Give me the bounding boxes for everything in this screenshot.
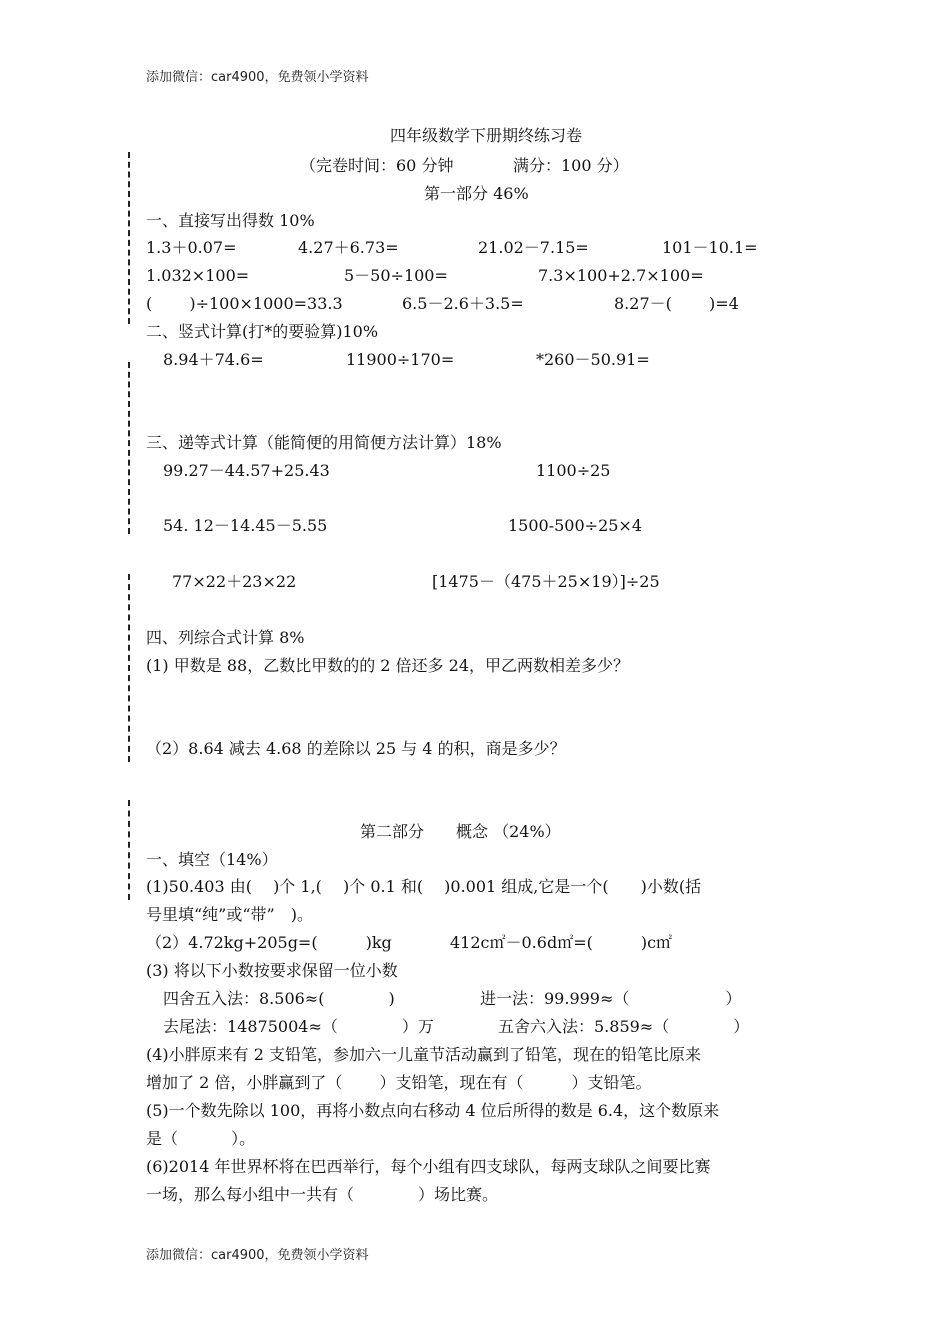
fill-question-3d: 五舍六入法：5.859≈（ ） bbox=[498, 1017, 750, 1036]
fill-question-3c: 去尾法：14875004≈（ ）万 bbox=[163, 1017, 434, 1036]
fill-question-5a: (5)一个数先除以 100，再将小数点向右移动 4 位后所得的数是 6.4，这个数原来 bbox=[146, 1101, 720, 1120]
exam-score: 满分：100 分） bbox=[513, 156, 629, 175]
sec1-item: 21.02－7.15= bbox=[478, 238, 589, 257]
fill-question-3b: 进一法：99.999≈（ ） bbox=[480, 989, 742, 1008]
fill-question-5b: 是（ ）。 bbox=[146, 1129, 256, 1148]
sec2-item: 8.94＋74.6= bbox=[163, 350, 264, 369]
fill-question-1a: (1)50.403 由( )个 1,( )个 0.1 和( )0.001 组成,它是一个( )小数(括 bbox=[146, 877, 702, 896]
binding-line-1 bbox=[128, 152, 130, 324]
watermark-top: 添加微信：car4900，免费领小学资料 bbox=[146, 70, 369, 85]
sec1-item: ( )÷100×1000=33.3 bbox=[146, 294, 343, 313]
fill-question-4a: (4)小胖原来有 2 支铅笔，参加六一儿童节活动赢到了铅笔，现在的铅笔比原来 bbox=[146, 1045, 702, 1064]
sec3-item: 1100÷25 bbox=[536, 461, 611, 480]
sec3-item: 99.27－44.57+25.43 bbox=[163, 461, 330, 480]
sec3-item: 77×22＋23×22 bbox=[172, 572, 297, 591]
sec3-heading: 三、递等式计算（能简便的用简便方法计算）18% bbox=[146, 433, 502, 452]
part2-title: 第二部分 概念 （24%） bbox=[360, 822, 561, 841]
sec2-item: 11900÷170= bbox=[346, 350, 455, 369]
binding-line-3 bbox=[128, 574, 130, 762]
binding-line-2 bbox=[128, 362, 130, 534]
sec1-item: 4.27＋6.73= bbox=[298, 238, 399, 257]
sec3-item: [1475－（475＋25×19）]÷25 bbox=[432, 572, 660, 591]
sec2-heading: 二、竖式计算(打*的要验算)10% bbox=[146, 322, 379, 341]
sec1-heading: 一、直接写出得数 10% bbox=[146, 211, 315, 230]
watermark-bottom: 添加微信：car4900，免费领小学资料 bbox=[146, 1248, 369, 1263]
exam-title: 四年级数学下册期终练习卷 bbox=[390, 126, 583, 145]
sec4-question-1: (1) 甲数是 88，乙数比甲数的的 2 倍还多 24，甲乙两数相差多少？ bbox=[146, 656, 629, 675]
fill-question-2a: （2）4.72kg+205g=( )kg bbox=[146, 933, 392, 952]
fill-question-6b: 一场，那么每小组中一共有（ ）场比赛。 bbox=[146, 1185, 499, 1204]
sec3-item: 54. 12－14.45－5.55 bbox=[163, 516, 328, 535]
fill-question-1b: 号里填“纯”或“带” )。 bbox=[146, 905, 313, 924]
sec2-item: *260－50.91= bbox=[536, 350, 650, 369]
sec4-question-2: （2）8.64 减去 4.68 的差除以 25 与 4 的积，商是多少？ bbox=[146, 739, 566, 758]
part1-title: 第一部分 46% bbox=[424, 184, 529, 203]
fill-question-2b: 412c㎡－0.6d㎡=( )c㎡ bbox=[450, 933, 673, 952]
sec3-item: 1500-500÷25×4 bbox=[508, 516, 643, 535]
binding-line-4 bbox=[128, 800, 130, 900]
sec1-item: 7.3×100+2.7×100= bbox=[538, 266, 704, 285]
sec1-item: 5－50÷100= bbox=[344, 266, 448, 285]
fill-question-6a: (6)2014 年世界杯将在巴西举行，每个小组有四支球队，每两支球队之间要比赛 bbox=[146, 1157, 711, 1176]
part2-heading: 一、填空（14%） bbox=[146, 850, 278, 869]
sec1-item: 6.5－2.6＋3.5= bbox=[402, 294, 524, 313]
fill-question-3: (3) 将以下小数按要求保留一位小数 bbox=[146, 961, 398, 980]
fill-question-3a: 四舍五入法：8.506≈( ) bbox=[163, 989, 395, 1008]
sec1-item: 1.3＋0.07= bbox=[146, 238, 237, 257]
exam-time: （完卷时间：60 分钟 bbox=[300, 156, 454, 175]
sec1-item: 1.032×100= bbox=[146, 266, 250, 285]
sec1-item: 8.27－( )=4 bbox=[614, 294, 739, 313]
sec4-heading: 四、列综合式计算 8% bbox=[146, 628, 305, 647]
sec1-item: 101－10.1= bbox=[662, 238, 758, 257]
fill-question-4b: 增加了 2 倍，小胖赢到了（ ）支铅笔，现在有（ ）支铅笔。 bbox=[146, 1073, 652, 1092]
